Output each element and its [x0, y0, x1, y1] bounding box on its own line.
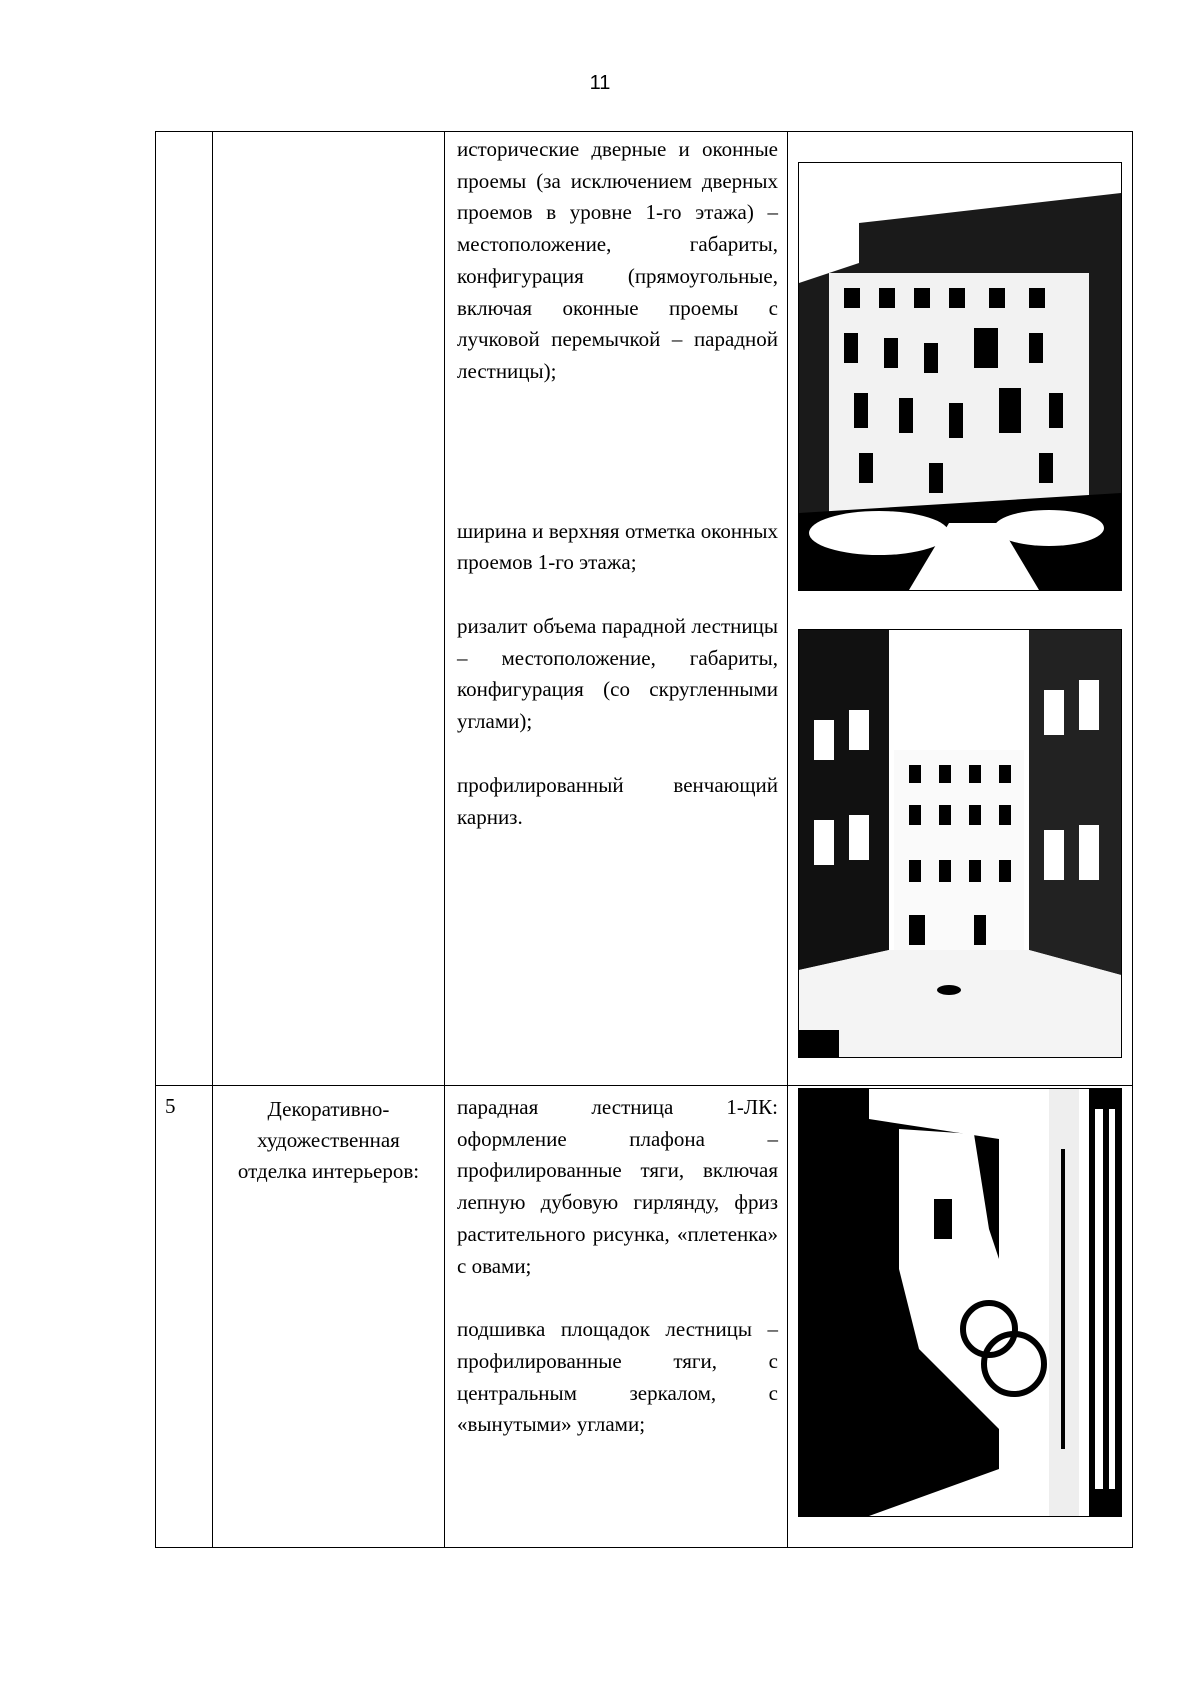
element-name-line: художественная: [257, 1128, 400, 1152]
row-number: 5: [165, 1094, 176, 1118]
courtyard-photo: [798, 629, 1122, 1058]
row-number: [156, 132, 212, 140]
row-number-cell: [156, 132, 213, 1086]
table-row: [156, 132, 1133, 1086]
element-name-line: Декоративно-: [267, 1097, 390, 1121]
description-cell: [445, 132, 788, 1086]
description-paragraph: ширина и верхняя отметка оконных проемов 1-го этажа;: [457, 518, 778, 575]
heritage-elements-table: [155, 131, 1133, 1548]
description-paragraph: парадная лестница 1-ЛК: оформление плафона – профилированные тяги, включая лепную дубовую гирлянду, фриз растительного рисунка, «плетенка» с овами;: [457, 1095, 778, 1278]
description-paragraph: профилированный венчающий карниз.: [457, 772, 778, 829]
staircase-photo: [798, 1088, 1122, 1517]
element-name-line: отделка интерьеров:: [237, 1159, 420, 1183]
page-number: 11: [589, 72, 611, 94]
description-paragraph: ризалит объема парадной лестницы – местоположение, габариты, конфигурация (со скругленными углами);: [457, 614, 778, 734]
courtyard-photo: [798, 162, 1122, 591]
description-paragraph: исторические дверные и оконные проемы (за исключением дверных проемов в уровне 1-го этажа) – местоположение, габариты, конфигурация (прямоугольные, включая оконные проемы с лучковой перемычкой – парадной лестницы);: [457, 137, 778, 383]
element-name-cell: [213, 1086, 445, 1548]
table-row: [156, 1086, 1133, 1548]
element-name: [213, 132, 444, 140]
description-cell: [445, 1086, 788, 1548]
description-paragraph: подшивка площадок лестницы – профилированные тяги, с центральным зеркалом, с «вынутыми» углами;: [457, 1317, 778, 1437]
element-name-cell: [213, 132, 445, 1086]
row-number-cell: [156, 1086, 213, 1548]
photo-cell: [788, 1086, 1133, 1548]
photo-cell: [788, 132, 1133, 1086]
